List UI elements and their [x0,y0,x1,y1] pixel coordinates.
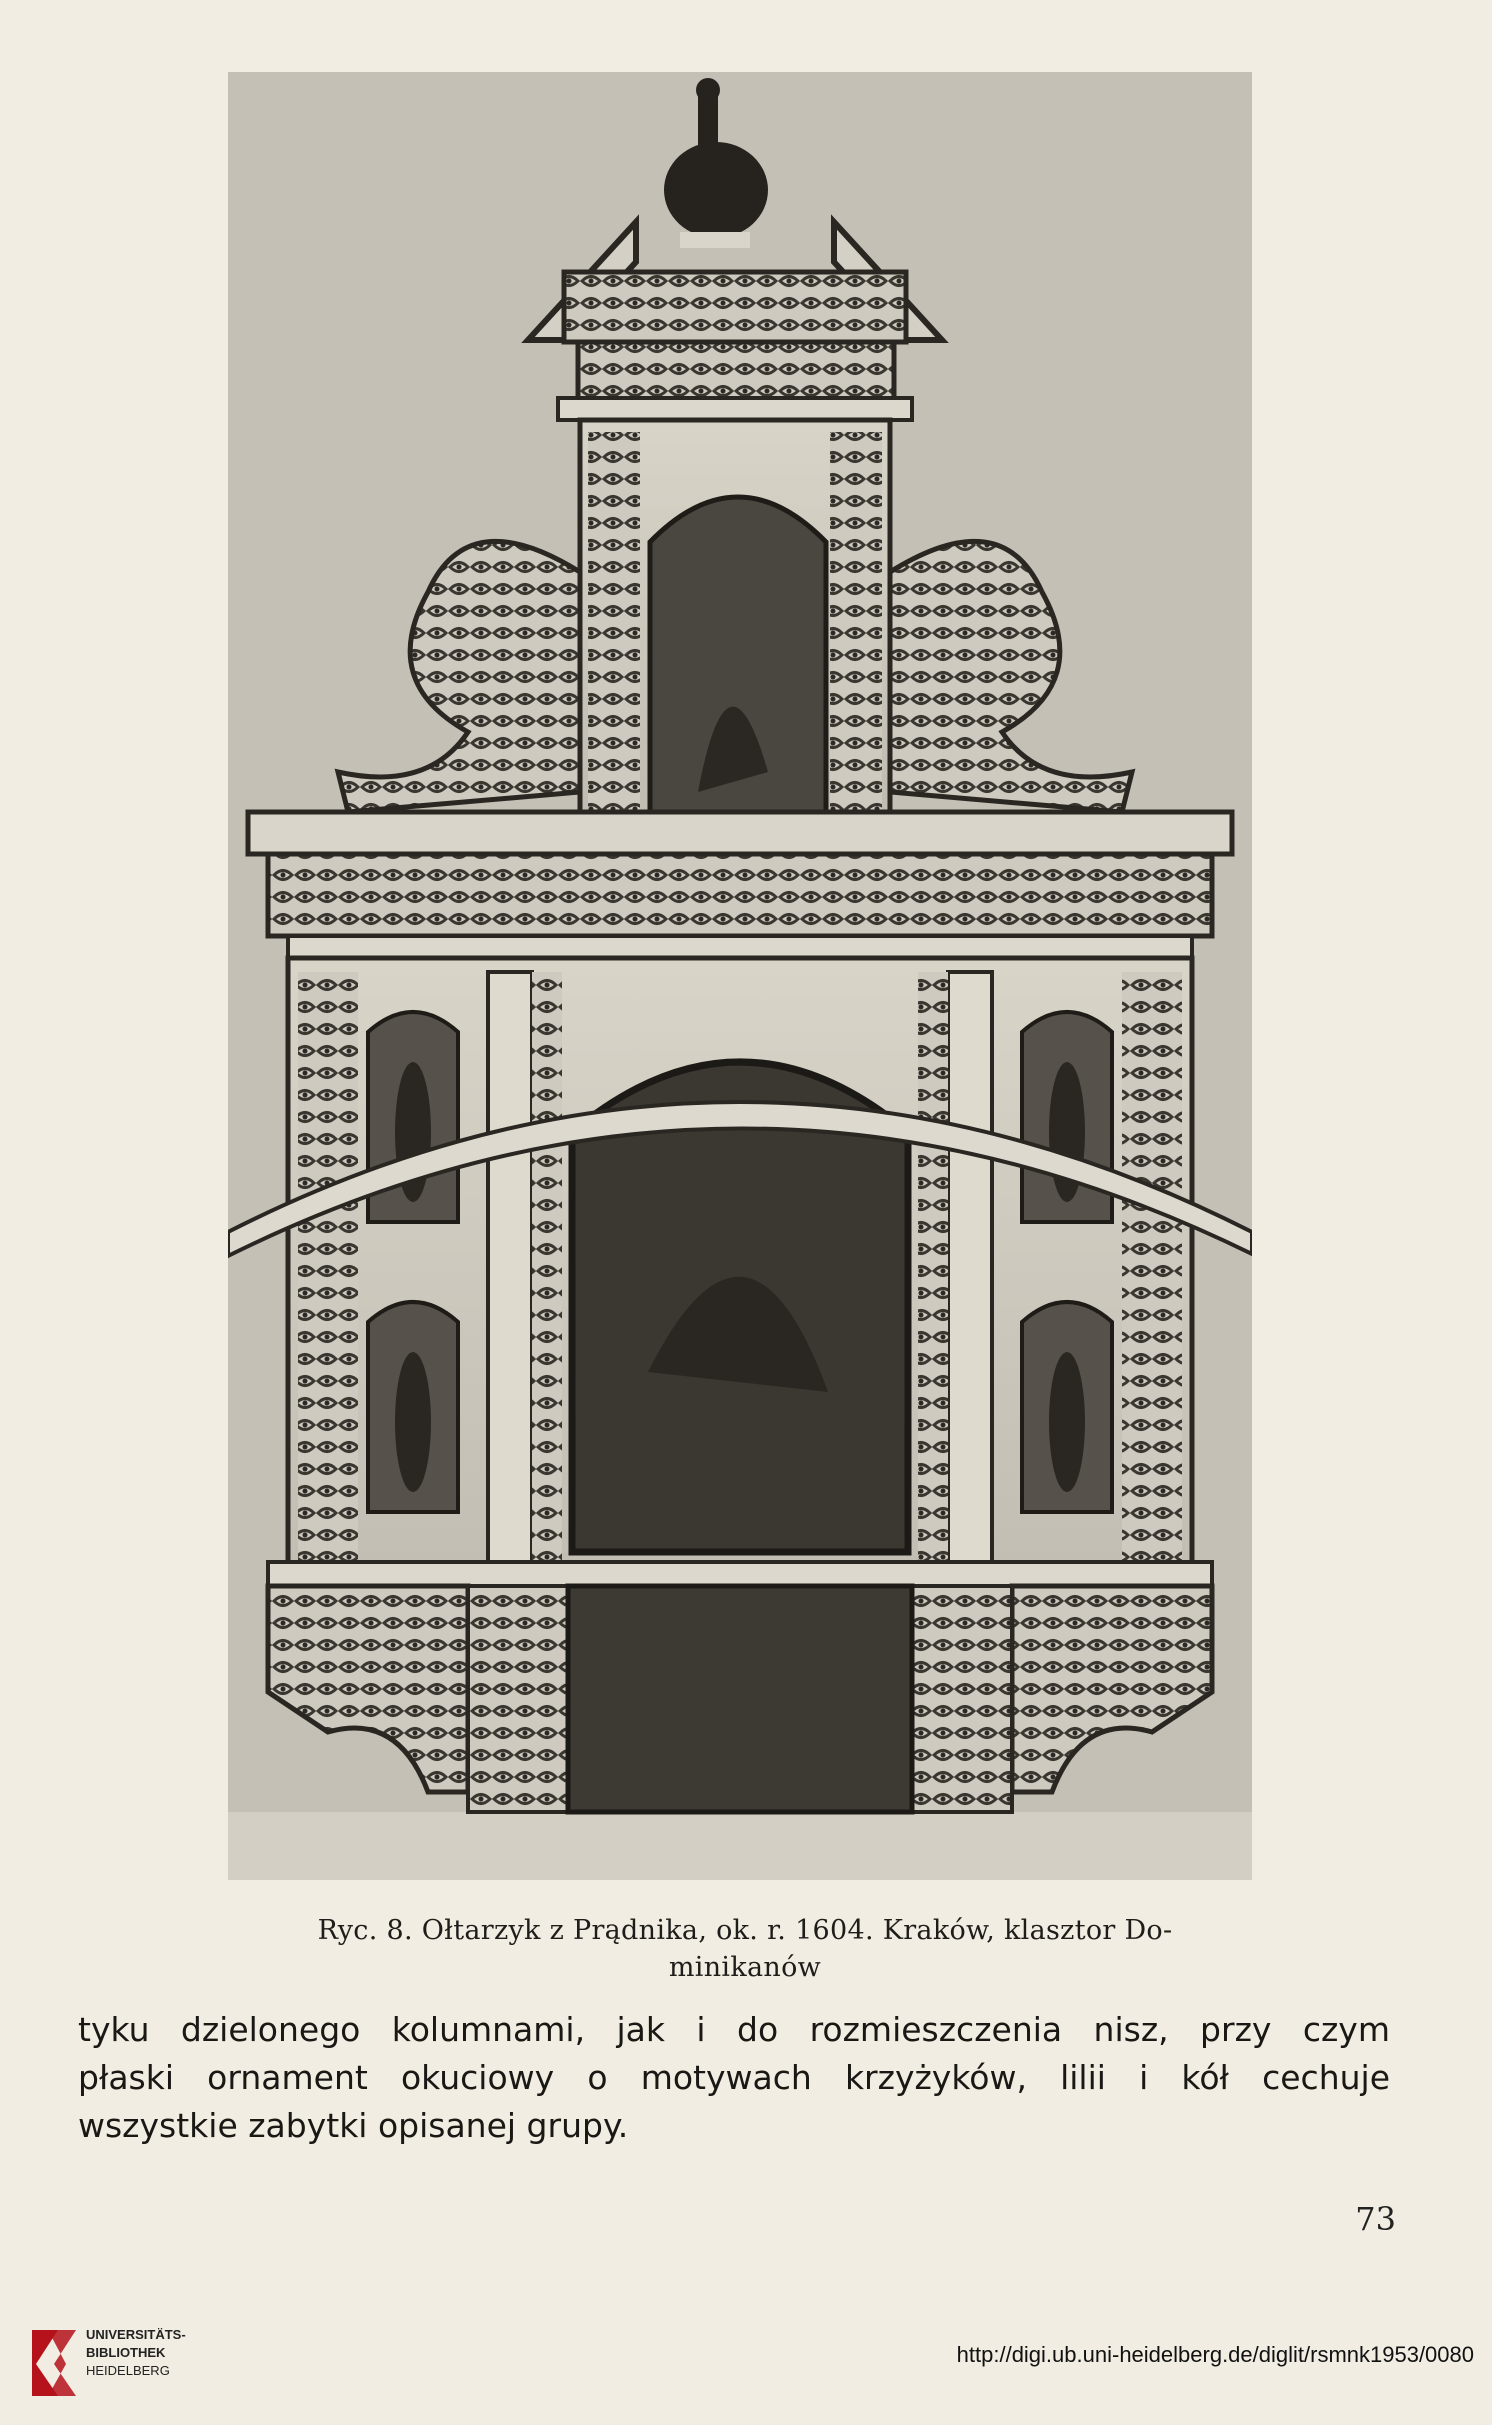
altarpiece-photograph [228,72,1252,1880]
logo-text-line-1: UNIVERSITÄTS- [86,2327,186,2342]
body-line-1: tyku dzielonego kolumnami, jak i do rozmieszczenia nisz, przy czym [78,2010,1390,2049]
body-line-2: płaski ornament okuciowy o motywach krzyżyków, lilii i kół cechuje [78,2058,1390,2097]
body-line-3: wszystkie zabytki opisanej grupy. [78,2106,629,2145]
caption-line-2: minikanów [668,1952,822,1983]
source-url-link[interactable]: http://digi.ub.uni-heidelberg.de/diglit/rsmnk1953/0080 [956,2342,1474,2367]
page-number: 73 [1355,2200,1396,2238]
altarpiece-illustration [228,72,1252,1880]
heidelberg-logo-icon [28,2324,80,2400]
library-logo[interactable] [28,2324,258,2404]
caption-line-1: Ryc. 8. Ołtarzyk z Prądnika, ok. r. 1604. Kraków, klasztor Do- [317,1915,1173,1946]
logo-text-line-3: HEIDELBERG [86,2363,170,2378]
body-paragraph [78,2006,1390,2150]
figure-caption [200,1912,1290,1986]
logo-text-line-2: BIBLIOTHEK [86,2345,166,2360]
